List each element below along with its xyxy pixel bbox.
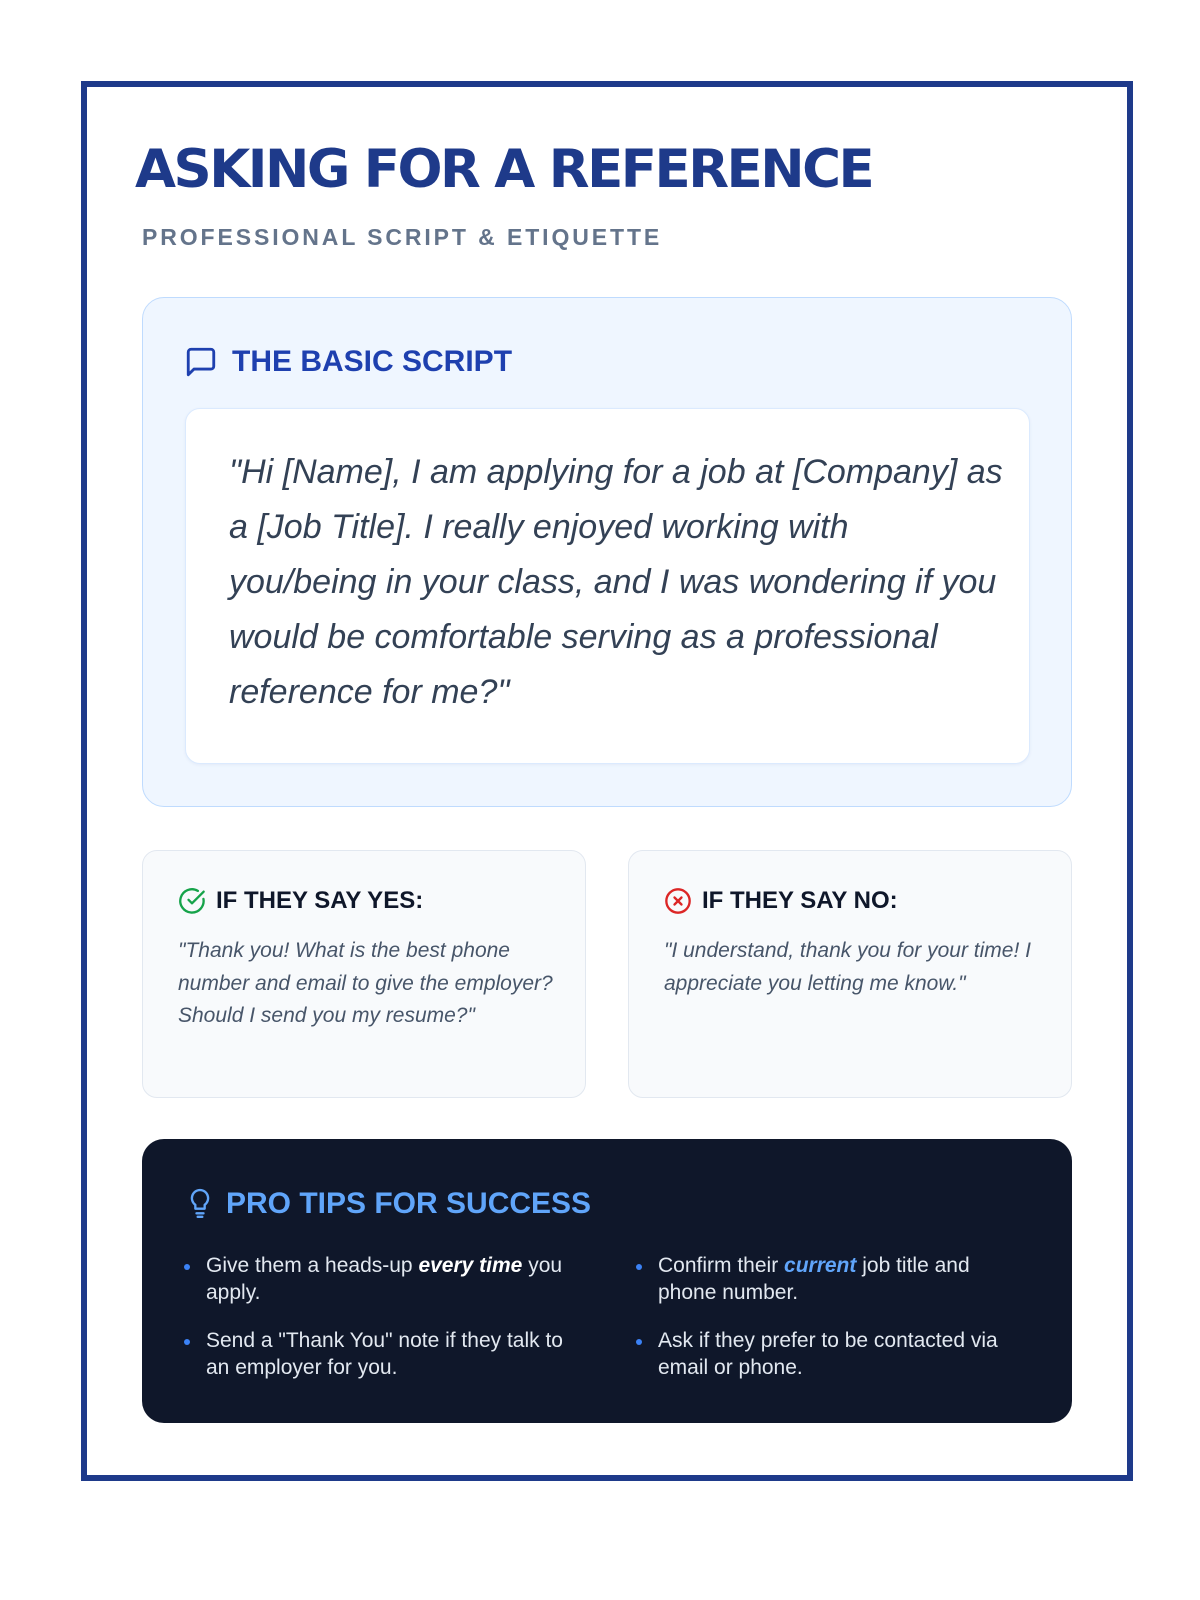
- page-title: ASKING FOR A REFERENCE: [135, 139, 873, 200]
- list-item: [184, 1327, 574, 1381]
- x-circle-icon: [664, 887, 692, 915]
- if-no-header: [664, 887, 898, 915]
- if-no-card: [628, 850, 1072, 1098]
- bullet-dot: [184, 1339, 190, 1345]
- bullet-dot: [636, 1339, 642, 1345]
- pro-tips-heading: PRO TIPS FOR SUCCESS: [226, 1187, 592, 1220]
- if-no-text: "I understand, thank you for your time! I appreciate you letting me know.": [664, 939, 1031, 995]
- bullet-dot: [184, 1264, 190, 1270]
- list-item: [184, 1252, 574, 1306]
- tip-emphasis: current: [784, 1254, 857, 1277]
- page-subtitle: PROFESSIONAL SCRIPT & ETIQUETTE: [142, 224, 663, 250]
- lightbulb-icon: [186, 1187, 214, 1221]
- basic-script-header: [184, 345, 512, 379]
- basic-script-card: [142, 297, 1072, 807]
- pro-tips-list-right: [636, 1252, 1026, 1402]
- tip-text: Confirm their: [658, 1254, 785, 1277]
- script-quote-text: "Hi [Name], I am applying for a job at [Company] as a [Job Title]. I really enjoyed working with you/being in your class, and I was wondering if you would be comfortable serving as a professional reference for me?": [229, 453, 1003, 711]
- if-yes-heading: IF THEY SAY YES:: [216, 887, 424, 914]
- tip-text-end: job title and phone number.: [658, 1254, 970, 1304]
- tip-text: Ask if they prefer to be contacted via email or phone.: [658, 1329, 998, 1379]
- tip-emphasis: every time: [418, 1254, 523, 1277]
- tip-text: Give them a heads-up: [206, 1254, 419, 1277]
- message-square-icon: [184, 345, 218, 379]
- pro-tips-list-left: [184, 1252, 574, 1402]
- if-no-heading: IF THEY SAY NO:: [702, 887, 898, 914]
- if-yes-text: "Thank you! What is the best phone number and email to give the employer? Should I send you my resume?": [178, 939, 553, 1027]
- pro-tips-header: [186, 1187, 591, 1221]
- check-circle-icon: [178, 887, 206, 915]
- basic-script-heading: THE BASIC SCRIPT: [232, 345, 513, 378]
- tip-text-end: you apply.: [206, 1254, 563, 1304]
- script-quote-box: [185, 408, 1030, 764]
- list-item: [636, 1327, 1026, 1381]
- if-yes-card: [142, 850, 586, 1098]
- tip-text: Send a "Thank You" note if they talk to an employer for you.: [206, 1329, 563, 1379]
- pro-tips-card: [142, 1139, 1072, 1423]
- bullet-dot: [636, 1264, 642, 1270]
- list-item: [636, 1252, 1026, 1306]
- if-yes-header: [178, 887, 423, 915]
